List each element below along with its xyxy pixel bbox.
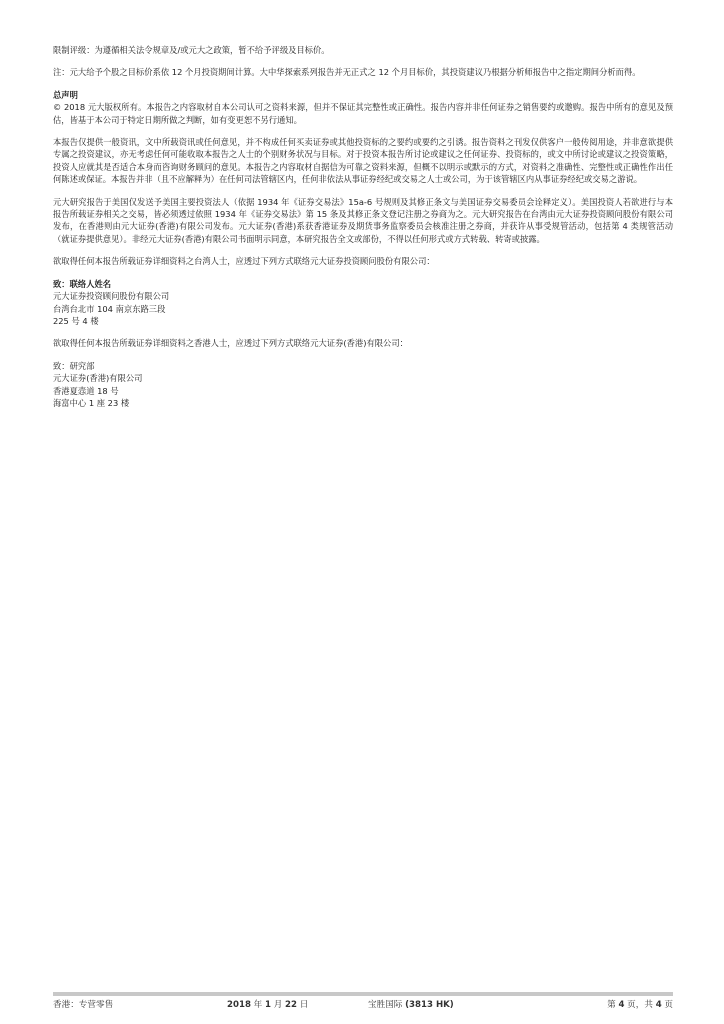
footer-region: 香港：专营零售 xyxy=(53,1000,114,1010)
us-distribution-disclaimer: 元大研究报告于美国仅发送予美国主要投资法人（依据 1934 年《证券交易法》15a-6 号规则及其修正条文与美国证券交易委员会诠释定义）。美国投资人若欲进行与本报告所载证券相关之交易，皆必须透过依照 1934 年《证券交易法》第 15 条及其修正条文登记注册之券商为之。元大研究报告在台湾由元大证券投资顾问股份有限公司发布，在香港则由元大证券(香港)有限公司发布。元大证券(香港)系获香港证券及期货事务监察委员会核准注册之券商，并获许从事受规管活动，包括第 4 类规管活动（就证券提供意见）。非经元大证券(香港)有限公司书面明示同意，本研究报告全文或部份，不得以任何形式或方式转载、转寄或披露。 xyxy=(53,196,673,244)
target-price-note: 注：元大给予个股之目标价系依 12 个月投资期间计算。大中华探索系列报告并无正式之 12 个月目标价，其投资建议乃根据分析师报告中之指定期间分析而得。 xyxy=(53,67,641,78)
address-line: 香港夏悫道 18 号 xyxy=(53,385,119,396)
general-statement-heading: 总声明 xyxy=(53,89,78,100)
taiwan-contact-intro: 欲取得任何本报告所载证券详细资料之台湾人士，应透过下列方式联络元大证券投资顾问股份有限公司： xyxy=(53,256,435,267)
hk-contact-attn: 致：研究部 xyxy=(53,360,95,371)
footer-page-number: 第 4 页，共 4 页 xyxy=(607,1000,673,1010)
page-footer xyxy=(53,999,673,1013)
address-line: 225 号 4 楼 xyxy=(53,315,99,326)
taiwan-contact-address xyxy=(53,278,673,328)
address-line: 海富中心 1 座 23 楼 xyxy=(53,397,130,408)
general-statement-section xyxy=(53,89,673,126)
copyright-statement: © 2018 元大版权所有。本报告之内容取材自本公司认可之资料来源，但并不保证其完整性或正确性。报告内容并非任何证券之销售要约或邀购。报告中所有的意见及预估，皆基于本公司于特定日期所做之判断，如有变更恕不另行通知。 xyxy=(53,102,673,125)
taiwan-contact-attn: 致：联络人姓名 xyxy=(53,278,112,289)
footer-divider xyxy=(53,992,673,996)
disclaimer-content xyxy=(53,44,673,419)
address-line: 元大证券投资顾问股份有限公司 xyxy=(53,291,170,302)
rating-note: 限制评级：为遵循相关法令规章及/或元大之政策，暂不给予评级及目标价。 xyxy=(53,45,330,55)
footer-company: 宝胜国际 (3813 HK) xyxy=(368,1000,454,1010)
hk-contact-address xyxy=(53,360,673,410)
footer-date: 2018 年 1 月 22 日 xyxy=(227,1000,309,1010)
address-line: 台湾台北市 104 南京东路三段 xyxy=(53,303,166,314)
purpose-disclaimer: 本报告仅提供一般资讯，文中所载资讯或任何意见，并不构成任何买卖证券或其他投资标的之要约或要约之引诱。报告资料之刊发仅供客户一般传阅用途，并非意欲提供专属之投资建议，亦无考虑任何可能收取本报告之人士的个别财务状况与目标。对于投资本报告所讨论或建议之任何证券、投资标的，或文中所讨论或建议之投资策略，投资人应就其是否适合本身而咨询财务顾问的意见。本报告之内容取材自据信为可靠之资料来源，但概不以明示或默示的方式，对资料之准确性、完整性或正确性作出任何陈述或保证。本报告并非（且不应解释为）在任何司法管辖区内，任何非依法从事证券经纪或交易之人士或公司，为于该管辖区内从事证券经纪或交易之游说。 xyxy=(53,137,673,185)
hk-contact-intro: 欲取得任何本报告所载证券详细资料之香港人士，应透过下列方式联络元大证券(香港)有限公司： xyxy=(53,338,408,349)
address-line: 元大证券(香港)有限公司 xyxy=(53,373,143,384)
